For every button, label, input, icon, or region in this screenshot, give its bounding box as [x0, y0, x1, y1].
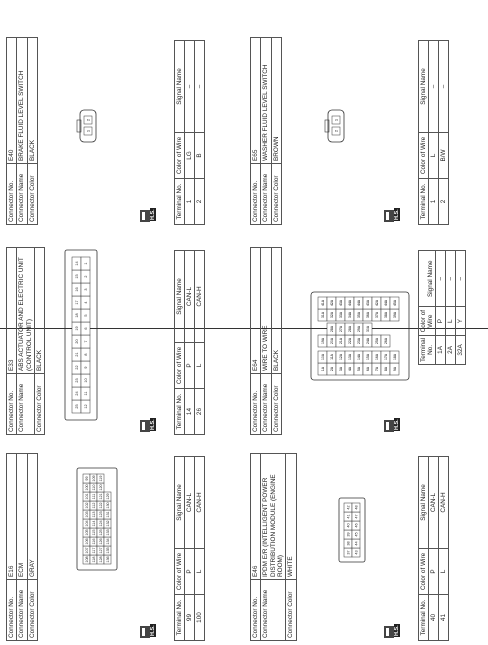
info-key: Connector Name — [17, 374, 35, 435]
pin-label: 43 — [354, 550, 359, 555]
pin-label: 13A — [347, 353, 352, 361]
connector-face-diagram — [324, 109, 346, 143]
pin-label: 111 — [91, 493, 96, 500]
pin-label: 116 — [91, 538, 96, 545]
wire-color: L — [429, 133, 439, 179]
pin-label: 6A — [365, 366, 370, 372]
info-row — [27, 38, 37, 225]
info-row — [271, 248, 281, 435]
info-row — [251, 38, 261, 225]
pin-label: 43A — [365, 299, 370, 307]
hs-label: H.S. — [394, 419, 400, 430]
connector-e33 — [6, 240, 241, 435]
pin-label: 1 — [85, 129, 91, 133]
connector-e16 — [6, 446, 241, 641]
pin-label: 44A — [383, 299, 388, 307]
pin-label: 120 — [98, 484, 103, 491]
pin-label: 29A — [356, 325, 361, 333]
pin-label: 14 — [74, 261, 79, 266]
info-value: BROWN — [271, 38, 281, 164]
info-value: BLACK — [35, 248, 45, 374]
connector-face-diagram — [338, 497, 366, 563]
pin-label: 135 — [105, 547, 110, 554]
pin-label: 118 — [91, 556, 96, 563]
pin-label: 115 — [91, 529, 96, 536]
pin-label: 109 — [91, 475, 96, 482]
column-header: Color of Wire — [175, 133, 185, 179]
column-header: Color of Wire — [175, 343, 185, 389]
pin-label: 2 — [83, 275, 88, 278]
info-key: Connector No. — [251, 374, 261, 435]
harness-side-icon — [382, 625, 400, 639]
harness-side-icon — [138, 625, 156, 639]
terminal-no: 40 — [429, 595, 439, 641]
connector-face-diagram — [310, 291, 410, 381]
info-row — [286, 454, 296, 641]
signal-table — [418, 40, 449, 225]
info-value: WHITE — [286, 454, 296, 580]
column-header: Terminal No. — [175, 179, 185, 225]
pin-label: 9A — [392, 366, 397, 372]
wire-color: L — [195, 549, 205, 595]
pin-label: 2 — [85, 118, 91, 122]
signal-header-row — [419, 251, 436, 365]
pin-label: 4 — [83, 301, 88, 304]
column-header: Terminal No. — [419, 179, 429, 225]
pin-label: 31A — [320, 311, 325, 319]
pin-label: 20 — [74, 339, 79, 344]
pin-label: 133 — [105, 529, 110, 536]
signal-name: – — [195, 41, 205, 133]
table-row — [195, 457, 205, 641]
pin-label: 10 — [83, 378, 88, 383]
pin-label: 44A — [347, 299, 352, 307]
info-row — [7, 454, 17, 641]
info-key: Connector Color — [271, 374, 281, 435]
pin-label: 2A — [329, 366, 334, 372]
pin-label: 8 — [83, 353, 88, 356]
pin-label: 28A — [329, 325, 334, 333]
pin-label: 24A — [365, 337, 370, 345]
column-header: Signal Name — [419, 457, 429, 549]
wire-color: B — [195, 133, 205, 179]
signal-table — [174, 40, 205, 225]
signal-name: CAN-L — [429, 457, 439, 549]
pin-label: 43A — [338, 299, 343, 307]
pin-label: 124 — [98, 520, 103, 527]
pin-label: 18A — [392, 353, 397, 361]
table-row — [429, 41, 439, 225]
pin-label: 4A — [347, 366, 352, 372]
info-key: Connector Color — [35, 374, 45, 435]
pin-label: 45 — [354, 532, 359, 537]
pin-label: 136 — [105, 556, 110, 563]
pin-label: 10A — [320, 353, 325, 361]
info-value: BRAKE FLUID LEVEL SWITCH — [17, 38, 27, 164]
pin-label: 99 — [84, 476, 89, 481]
pin-label: 22A — [347, 337, 352, 345]
wire-color: LG — [185, 133, 195, 179]
pin-label: 38A — [383, 311, 388, 319]
pin-label: 20A — [329, 337, 334, 345]
info-value: ABS ACTUATOR AND ELECTRIC UNIT (CONTROL UNIT) — [17, 248, 35, 374]
info-key: Connector Color — [27, 580, 37, 641]
signal-table — [418, 456, 449, 641]
pin-label: 106 — [84, 538, 89, 545]
terminal-no: 1 — [429, 179, 439, 225]
wire-color: P — [185, 549, 195, 595]
info-value: GRAY — [27, 454, 37, 580]
pin-label: 103 — [84, 511, 89, 518]
pin-label: 42A — [374, 299, 379, 307]
table-row — [185, 457, 195, 641]
pin-label: 3 — [83, 288, 88, 291]
signal-name: CAN-H — [195, 251, 205, 343]
pin-label: 127 — [98, 547, 103, 554]
pin-label: 40 — [346, 523, 351, 528]
pin-label: 19 — [74, 326, 79, 331]
pin-label: 128 — [98, 556, 103, 563]
pin-label: 39 — [346, 532, 351, 537]
pin-label: 39A — [392, 311, 397, 319]
connector-e40 — [6, 30, 241, 225]
pin-label: 25A — [374, 337, 379, 345]
pin-label: 125 — [98, 529, 103, 536]
pin-label: 108 — [84, 556, 89, 563]
pin-label: 126 — [98, 538, 103, 545]
connector-info-table — [6, 247, 45, 435]
pin-label: 22 — [74, 365, 79, 370]
pin-label: 16A — [374, 353, 379, 361]
pin-label: 32A — [329, 311, 334, 319]
pin-label: 41 — [346, 514, 351, 519]
pin-label: 33A — [338, 311, 343, 319]
pin-label: 12 — [83, 404, 88, 409]
info-row — [17, 454, 27, 641]
column-header: Color of Wire — [419, 133, 429, 179]
signal-name: CAN-L — [185, 251, 195, 343]
pin-label: 37 — [346, 550, 351, 555]
info-value: E65 — [251, 38, 261, 164]
info-key: Connector Color — [286, 580, 296, 641]
connector-info-table — [250, 37, 282, 225]
pin-label: 45A — [392, 299, 397, 307]
pin-label: 5A — [356, 366, 361, 372]
pin-label: 112 — [91, 502, 96, 509]
pin-label: 9 — [83, 366, 88, 369]
info-value: E40 — [7, 38, 17, 164]
harness-side-icon — [382, 419, 400, 433]
pin-label: 101 — [84, 493, 89, 500]
signal-name: – — [429, 41, 439, 133]
column-header: Signal Name — [175, 41, 185, 133]
pin-label: 102 — [84, 502, 89, 509]
pin-label: 17 — [74, 300, 79, 305]
terminal-no: 41 — [439, 595, 449, 641]
column-header: Terminal No. — [175, 595, 185, 641]
signal-header-row — [419, 41, 429, 225]
table-row — [436, 251, 446, 365]
column-header: Terminal No. — [419, 595, 429, 641]
connector-e46 — [250, 446, 485, 641]
column-header: Signal Name — [175, 251, 185, 343]
harness-side-icon — [138, 209, 156, 223]
wire-color: L — [439, 549, 449, 595]
pin-label: 14A — [356, 353, 361, 361]
pin-label: 134 — [105, 538, 110, 545]
signal-name: – — [456, 251, 466, 307]
pin-label: 1 — [83, 262, 88, 265]
info-row — [27, 454, 37, 641]
pin-label: 35A — [356, 311, 361, 319]
info-key: Connector Name — [261, 580, 286, 641]
connector-info-table — [250, 247, 282, 435]
connector-info-table — [6, 37, 38, 225]
table-row — [446, 251, 456, 365]
pin-label: 119 — [98, 475, 103, 482]
pin-label: 11A — [329, 354, 334, 360]
info-row — [271, 38, 281, 225]
pin-label: 47 — [354, 514, 359, 519]
wire-color: L — [195, 343, 205, 389]
info-key: Connector No. — [7, 374, 17, 435]
column-header: Signal Name — [419, 41, 429, 133]
info-key: Connector Name — [17, 164, 27, 225]
pin-label: 26A — [383, 337, 388, 345]
signal-name: – — [446, 251, 456, 307]
pin-label: 107 — [84, 547, 89, 554]
pin-label: 131 — [105, 511, 110, 518]
info-row — [35, 248, 45, 435]
pin-label: 42A — [329, 299, 334, 307]
info-row — [7, 38, 17, 225]
column-header: Color of Wire — [419, 307, 436, 335]
hs-label: H.S. — [150, 419, 156, 430]
terminal-no: 1A — [436, 335, 446, 364]
terminal-no: 1 — [185, 179, 195, 225]
info-key: Connector No. — [251, 164, 261, 225]
connector-face-diagram — [76, 467, 118, 571]
wire-color: P — [185, 343, 195, 389]
signal-name: CAN-H — [439, 457, 449, 549]
pin-label: 25 — [74, 404, 79, 409]
harness-side-icon — [138, 419, 156, 433]
terminal-no: 2 — [195, 179, 205, 225]
pin-label: 27A — [338, 325, 343, 333]
info-key: Connector Name — [261, 374, 271, 435]
signal-table — [174, 456, 205, 641]
info-row — [17, 248, 35, 435]
terminal-no: 100 — [195, 595, 205, 641]
column-header: Color of Wire — [175, 549, 185, 595]
table-row — [429, 457, 439, 641]
pin-label: 21A — [338, 337, 343, 345]
info-value: IPDM E/R (INTELLIGENT POWER DISTRIBUTION MODULE (ENGINE ROOM) — [261, 454, 286, 580]
info-row — [17, 38, 27, 225]
pin-label: 114 — [91, 520, 96, 527]
pin-label: 44A — [356, 299, 361, 307]
pin-label: 15A — [365, 353, 370, 361]
pin-label: 113 — [91, 511, 96, 518]
column-header: Color of Wire — [419, 549, 429, 595]
pin-label: 123 — [98, 511, 103, 518]
pin-label: 38 — [346, 541, 351, 546]
pin-label: 2 — [333, 129, 339, 133]
pin-label: 1A — [320, 366, 325, 372]
pin-label: 28A — [347, 325, 352, 333]
table-row — [185, 251, 195, 435]
pin-label: 48 — [354, 505, 359, 510]
pin-label: 23A — [356, 337, 361, 345]
signal-table — [418, 250, 466, 365]
pin-label: 19A — [320, 337, 325, 345]
pin-label: 121 — [98, 493, 103, 500]
signal-table — [174, 250, 205, 435]
info-value: E33 — [7, 248, 17, 374]
wire-color: L — [446, 307, 456, 335]
connector-info-table — [250, 453, 297, 641]
pin-label: 15 — [74, 274, 79, 279]
table-row — [456, 251, 466, 365]
info-value: E64 — [251, 248, 261, 374]
terminal-no: 99 — [185, 595, 195, 641]
pin-label: 104 — [84, 520, 89, 527]
connector-e65 — [250, 30, 485, 225]
table-row — [439, 457, 449, 641]
info-key: Connector No. — [7, 164, 17, 225]
pin-label: 1 — [333, 118, 339, 122]
info-key: Connector No. — [251, 580, 261, 641]
pin-label: 117 — [91, 547, 96, 554]
signal-header-row — [175, 251, 185, 435]
info-row — [7, 248, 17, 435]
signal-name: – — [436, 251, 446, 307]
terminal-no: 2 — [439, 179, 449, 225]
info-row — [261, 454, 286, 641]
info-value: BLACK — [27, 38, 37, 164]
signal-name: – — [439, 41, 449, 133]
pin-label: 36A — [365, 311, 370, 319]
info-key: Connector Color — [27, 164, 37, 225]
info-row — [261, 248, 271, 435]
pin-label: 30A — [365, 325, 370, 333]
pin-label: 6 — [83, 327, 88, 330]
pin-label: 3A — [338, 366, 343, 372]
terminal-no: 26 — [195, 389, 205, 435]
column-header: Terminal No. — [175, 389, 185, 435]
hs-label: H.S. — [150, 625, 156, 636]
info-row — [251, 454, 261, 641]
info-value: E46 — [251, 454, 261, 580]
signal-name: CAN-H — [195, 457, 205, 549]
signal-name: CAN-L — [185, 457, 195, 549]
column-header: Signal Name — [419, 251, 436, 307]
connector-face-diagram — [76, 109, 98, 143]
pin-label: 110 — [91, 484, 96, 491]
pin-label: 44 — [354, 541, 359, 546]
info-key: Connector No. — [7, 580, 17, 641]
connector-e64 — [250, 240, 485, 435]
signal-header-row — [175, 41, 185, 225]
pin-label: 41A — [320, 299, 325, 307]
pin-label: 42 — [346, 505, 351, 510]
terminal-no: 32A — [456, 335, 466, 364]
info-value: BLACK — [271, 248, 281, 374]
pin-label: 7 — [83, 340, 88, 343]
connector-face-diagram — [64, 249, 98, 421]
pin-label: 12A — [338, 353, 343, 361]
info-row — [251, 248, 261, 435]
pin-label: 122 — [98, 502, 103, 509]
pin-label: 37A — [374, 311, 379, 319]
terminal-no: 14 — [185, 389, 195, 435]
pin-label: 100 — [84, 484, 89, 491]
wire-color: Y — [456, 307, 466, 335]
table-row — [195, 41, 205, 225]
info-key: Connector Name — [261, 164, 271, 225]
table-row — [185, 41, 195, 225]
signal-name: – — [185, 41, 195, 133]
pin-label: 46 — [354, 523, 359, 528]
pin-label: 34A — [347, 311, 352, 319]
pin-label: 105 — [84, 529, 89, 536]
info-value: WASHER FLUID LEVEL SWITCH — [261, 38, 271, 164]
wire-color: P — [436, 307, 446, 335]
pin-label: 132 — [105, 520, 110, 527]
signal-header-row — [419, 457, 429, 641]
pin-label: 18 — [74, 313, 79, 318]
pin-label: 5 — [83, 314, 88, 317]
pin-label: 11 — [83, 391, 88, 396]
connector-info-table — [6, 453, 38, 641]
info-key: Connector Color — [271, 164, 281, 225]
table-row — [195, 251, 205, 435]
pin-label: 23 — [74, 378, 79, 383]
wire-color: B/W — [439, 133, 449, 179]
column-header: Signal Name — [175, 457, 185, 549]
info-value: ECM — [17, 454, 27, 580]
info-row — [261, 38, 271, 225]
table-row — [439, 41, 449, 225]
pin-label: 16 — [74, 287, 79, 292]
info-key: Connector Name — [17, 580, 27, 641]
wire-color: P — [429, 549, 439, 595]
pin-label: 8A — [383, 366, 388, 372]
column-header: Terminal No. — [419, 335, 436, 364]
pin-label: 130 — [105, 502, 110, 509]
signal-header-row — [175, 457, 185, 641]
info-value: E16 — [7, 454, 17, 580]
hs-label: H.S. — [150, 209, 156, 220]
pin-label: 17A — [383, 353, 388, 361]
harness-side-icon — [382, 209, 400, 223]
hs-label: H.S. — [394, 625, 400, 636]
pin-label: 7A — [374, 366, 379, 372]
info-value: WIRE TO WIRE — [261, 248, 271, 374]
pin-label: 21 — [74, 352, 79, 357]
pin-label: 24 — [74, 391, 79, 396]
terminal-no: 2A — [446, 335, 456, 364]
pin-label: 129 — [105, 493, 110, 500]
hs-label: H.S. — [394, 209, 400, 220]
